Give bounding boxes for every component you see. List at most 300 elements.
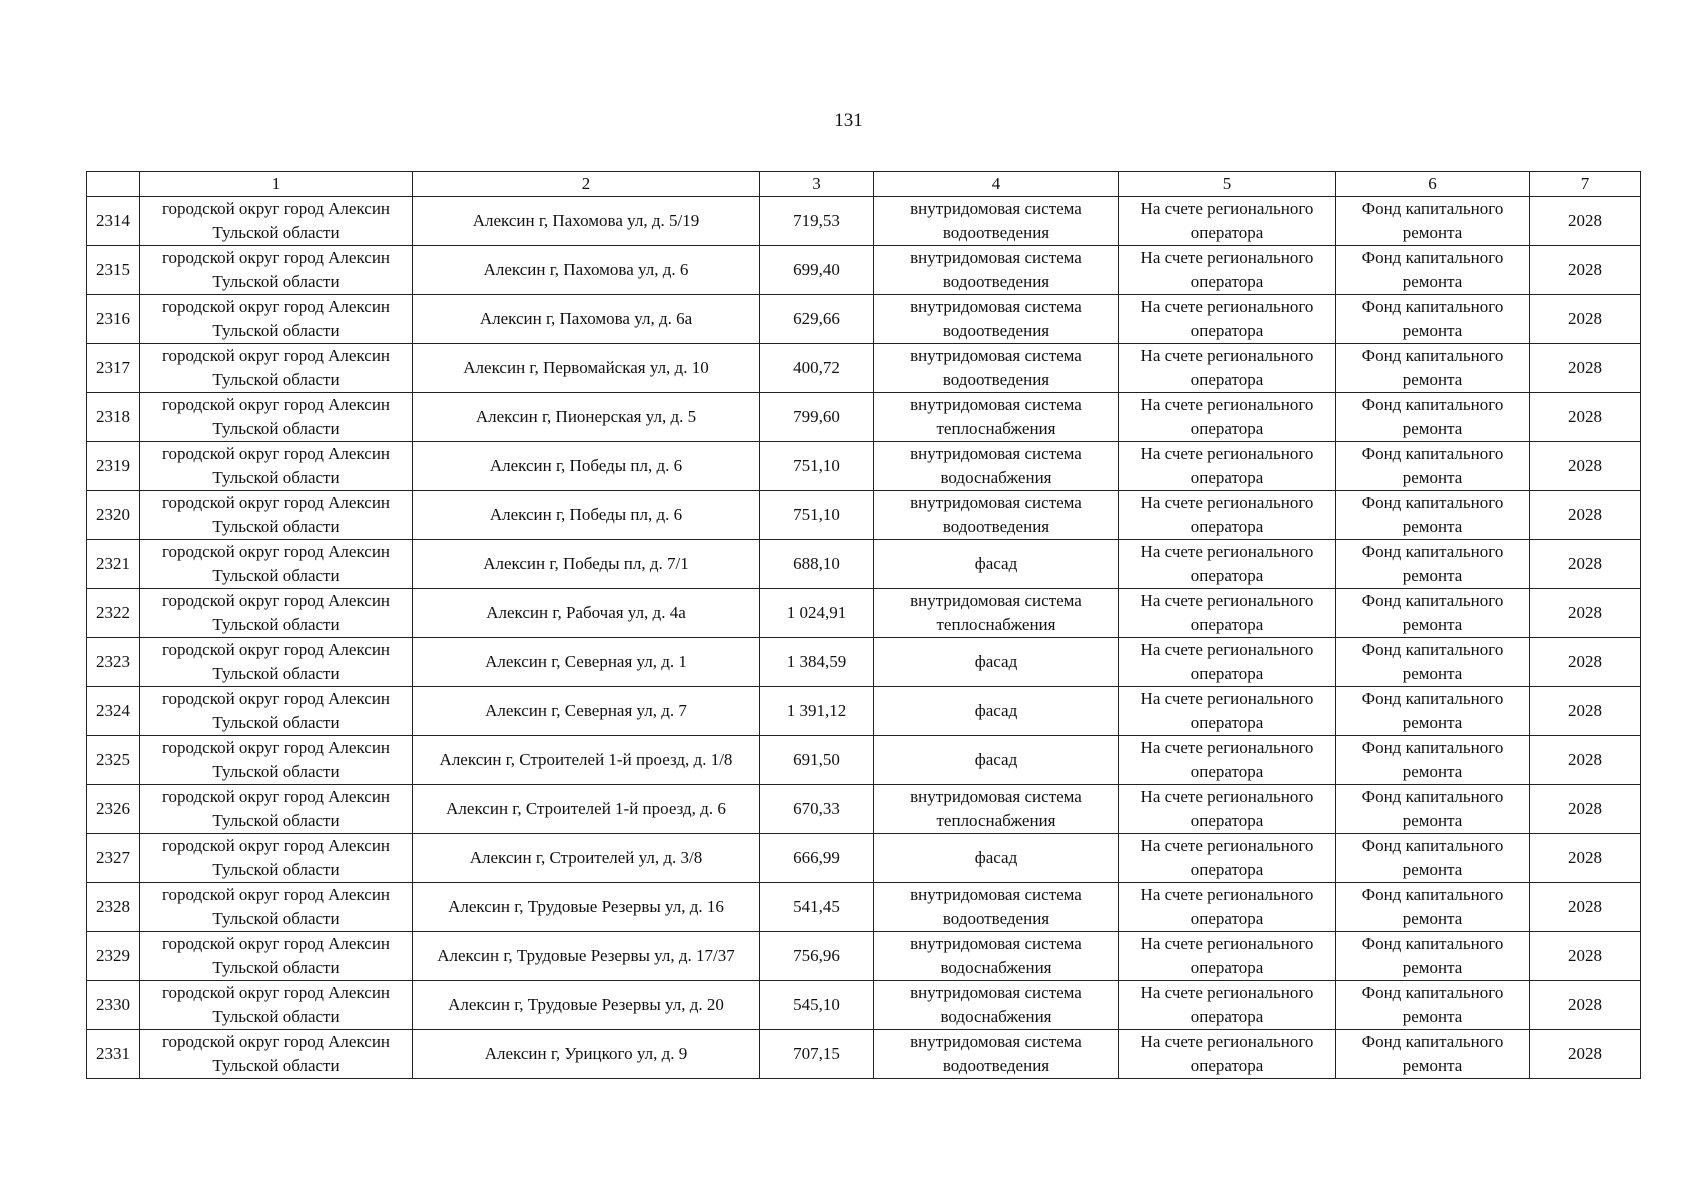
row-number-cell: 2326 [87,785,140,834]
work-type-cell [874,442,1119,491]
address-cell: Алексин г, Северная ул, д. 7 [413,687,760,736]
funding-source-cell-line-2: ремонта [1402,566,1463,585]
municipality-cell [140,687,413,736]
account-method-cell [1119,442,1336,491]
funding-source-cell-line-2: ремонта [1402,615,1463,634]
account-method-cell-line-1: На счете регионального [1140,493,1314,512]
funding-source-cell [1336,883,1530,932]
table-row [87,442,1641,491]
municipality-cell-line-1: городской округ город Алексин [161,689,391,708]
table-row [87,981,1641,1030]
table-row [87,540,1641,589]
account-method-cell-line-1: На счете регионального [1140,199,1314,218]
area-cell: 756,96 [760,932,874,981]
funding-source-cell [1336,442,1530,491]
area-cell: 400,72 [760,344,874,393]
funding-source-cell-line-1: Фонд капитального [1361,395,1504,414]
work-type-cell [874,834,1119,883]
row-number-cell: 2315 [87,246,140,295]
work-type-cell [874,344,1119,393]
area-cell: 1 024,91 [760,589,874,638]
column-header: 2 [413,172,760,197]
account-method-cell [1119,736,1336,785]
municipality-cell [140,589,413,638]
account-method-cell-line-1: На счете регионального [1140,885,1314,904]
account-method-cell-line-2: оператора [1190,909,1264,928]
work-type-cell-line-1: внутридомовая система [910,787,1082,806]
row-number-cell: 2327 [87,834,140,883]
municipality-cell-line-1: городской округ город Алексин [161,542,391,561]
address-cell: Алексин г, Трудовые Резервы ул, д. 20 [413,981,760,1030]
funding-source-cell-line-2: ремонта [1402,468,1463,487]
funding-source-cell-line-1: Фонд капитального [1361,934,1504,953]
area-cell: 688,10 [760,540,874,589]
table-row [87,834,1641,883]
work-type-cell-line-1: внутридомовая система [910,934,1082,953]
area-cell: 751,10 [760,491,874,540]
municipality-cell [140,295,413,344]
address-cell: Алексин г, Первомайская ул, д. 10 [413,344,760,393]
funding-source-cell-line-2: ремонта [1402,223,1463,242]
funding-source-cell [1336,736,1530,785]
funding-source-cell [1336,785,1530,834]
register-table [86,171,1641,1079]
column-header: 3 [760,172,874,197]
account-method-cell [1119,1030,1336,1079]
funding-source-cell-line-2: ремонта [1402,860,1463,879]
address-cell: Алексин г, Строителей ул, д. 3/8 [413,834,760,883]
work-type-cell [874,687,1119,736]
year-cell: 2028 [1530,1030,1641,1079]
area-cell: 699,40 [760,246,874,295]
work-type-cell-line-1: внутридомовая система [910,346,1082,365]
funding-source-cell-line-1: Фонд капитального [1361,738,1504,757]
account-method-cell-line-2: оператора [1190,223,1264,242]
account-method-cell-line-1: На счете регионального [1140,640,1314,659]
area-cell: 751,10 [760,442,874,491]
funding-source-cell [1336,589,1530,638]
municipality-cell-line-2: Тульской области [212,664,340,683]
account-method-cell-line-1: На счете регионального [1140,836,1314,855]
municipality-cell [140,785,413,834]
address-cell: Алексин г, Победы пл, д. 6 [413,491,760,540]
address-cell: Алексин г, Рабочая ул, д. 4а [413,589,760,638]
area-cell: 799,60 [760,393,874,442]
work-type-cell [874,589,1119,638]
account-method-cell [1119,981,1336,1030]
account-method-cell [1119,589,1336,638]
account-method-cell-line-2: оператора [1190,664,1264,683]
row-number-cell: 2321 [87,540,140,589]
funding-source-cell-line-2: ремонта [1402,762,1463,781]
funding-source-cell-line-2: ремонта [1402,419,1463,438]
funding-source-cell [1336,491,1530,540]
municipality-cell-line-1: городской округ город Алексин [161,836,391,855]
work-type-cell-line-2: теплоснабжения [936,615,1056,634]
header-row [87,172,1641,197]
funding-source-cell [1336,540,1530,589]
row-number-cell: 2323 [87,638,140,687]
municipality-cell [140,883,413,932]
municipality-cell-line-2: Тульской области [212,419,340,438]
funding-source-cell-line-1: Фонд капитального [1361,199,1504,218]
municipality-cell-line-1: городской округ город Алексин [161,934,391,953]
address-cell: Алексин г, Пахомова ул, д. 6а [413,295,760,344]
year-cell: 2028 [1530,442,1641,491]
municipality-cell-line-2: Тульской области [212,811,340,830]
address-cell: Алексин г, Пахомова ул, д. 6 [413,246,760,295]
account-method-cell [1119,785,1336,834]
address-cell: Алексин г, Строителей 1-й проезд, д. 1/8 [413,736,760,785]
account-method-cell-line-1: На счете регионального [1140,934,1314,953]
account-method-cell-line-2: оператора [1190,958,1264,977]
year-cell: 2028 [1530,540,1641,589]
row-number-cell: 2322 [87,589,140,638]
work-type-cell [874,197,1119,246]
account-method-cell [1119,687,1336,736]
work-type-cell-line-2: водоотведения [942,321,1050,340]
funding-source-cell-line-2: ремонта [1402,713,1463,732]
municipality-cell [140,932,413,981]
work-type-cell-line-1: внутридомовая система [910,248,1082,267]
work-type-cell-line-1: внутридомовая система [910,1032,1082,1051]
municipality-cell-line-1: городской округ город Алексин [161,983,391,1002]
account-method-cell-line-1: На счете регионального [1140,346,1314,365]
work-type-cell-line-2: теплоснабжения [936,811,1056,830]
account-method-cell [1119,393,1336,442]
account-method-cell-line-2: оператора [1190,762,1264,781]
account-method-cell [1119,295,1336,344]
work-type-cell [874,638,1119,687]
municipality-cell-line-2: Тульской области [212,615,340,634]
table-row [87,932,1641,981]
funding-source-cell-line-1: Фонд капитального [1361,248,1504,267]
row-number-cell: 2328 [87,883,140,932]
account-method-cell-line-1: На счете регионального [1140,297,1314,316]
account-method-cell-line-2: оператора [1190,1056,1264,1075]
municipality-cell [140,393,413,442]
municipality-cell-line-2: Тульской области [212,468,340,487]
work-type-cell-line-1: фасад [974,554,1018,573]
account-method-cell-line-1: На счете регионального [1140,983,1314,1002]
area-cell: 719,53 [760,197,874,246]
municipality-cell-line-1: городской округ город Алексин [161,1032,391,1051]
work-type-cell [874,540,1119,589]
municipality-cell-line-2: Тульской области [212,321,340,340]
funding-source-cell [1336,295,1530,344]
table-row [87,393,1641,442]
year-cell: 2028 [1530,834,1641,883]
year-cell: 2028 [1530,785,1641,834]
funding-source-cell-line-1: Фонд капитального [1361,297,1504,316]
year-cell: 2028 [1530,883,1641,932]
account-method-cell [1119,883,1336,932]
account-method-cell-line-2: оператора [1190,468,1264,487]
year-cell: 2028 [1530,981,1641,1030]
work-type-cell-line-1: фасад [974,848,1018,867]
funding-source-cell-line-1: Фонд капитального [1361,591,1504,610]
address-cell: Алексин г, Урицкого ул, д. 9 [413,1030,760,1079]
funding-source-cell-line-2: ремонта [1402,1007,1463,1026]
account-method-cell [1119,197,1336,246]
municipality-cell-line-2: Тульской области [212,566,340,585]
work-type-cell [874,981,1119,1030]
work-type-cell-line-2: водоотведения [942,223,1050,242]
work-type-cell-line-1: фасад [974,750,1018,769]
account-method-cell [1119,344,1336,393]
funding-source-cell [1336,246,1530,295]
column-header: 6 [1336,172,1530,197]
municipality-cell [140,638,413,687]
funding-source-cell-line-2: ремонта [1402,321,1463,340]
address-cell: Алексин г, Победы пл, д. 7/1 [413,540,760,589]
row-number-cell: 2316 [87,295,140,344]
row-number-cell: 2318 [87,393,140,442]
table-row [87,736,1641,785]
municipality-cell [140,834,413,883]
funding-source-cell [1336,344,1530,393]
municipality-cell-line-2: Тульской области [212,762,340,781]
account-method-cell-line-2: оператора [1190,419,1264,438]
work-type-cell-line-1: фасад [974,652,1018,671]
municipality-cell-line-1: городской округ город Алексин [161,395,391,414]
account-method-cell-line-2: оператора [1190,517,1264,536]
account-method-cell-line-2: оператора [1190,370,1264,389]
funding-source-cell-line-1: Фонд капитального [1361,640,1504,659]
work-type-cell-line-1: внутридомовая система [910,983,1082,1002]
address-cell: Алексин г, Строителей 1-й проезд, д. 6 [413,785,760,834]
address-cell: Алексин г, Победы пл, д. 6 [413,442,760,491]
year-cell: 2028 [1530,246,1641,295]
funding-source-cell [1336,834,1530,883]
table-row [87,344,1641,393]
address-cell: Алексин г, Трудовые Резервы ул, д. 16 [413,883,760,932]
work-type-cell-line-1: фасад [974,701,1018,720]
funding-source-cell-line-1: Фонд капитального [1361,983,1504,1002]
funding-source-cell-line-2: ремонта [1402,811,1463,830]
table-row [87,883,1641,932]
work-type-cell-line-2: водоотведения [942,370,1050,389]
address-cell: Алексин г, Пионерская ул, д. 5 [413,393,760,442]
area-cell: 629,66 [760,295,874,344]
account-method-cell [1119,246,1336,295]
row-number-cell: 2317 [87,344,140,393]
municipality-cell-line-1: городской округ город Алексин [161,248,391,267]
account-method-cell-line-1: На счете регионального [1140,395,1314,414]
work-type-cell-line-2: водоотведения [942,909,1050,928]
work-type-cell-line-1: внутридомовая система [910,297,1082,316]
funding-source-cell [1336,981,1530,1030]
funding-source-cell-line-2: ремонта [1402,1056,1463,1075]
municipality-cell-line-2: Тульской области [212,517,340,536]
account-method-cell-line-2: оператора [1190,860,1264,879]
account-method-cell [1119,491,1336,540]
work-type-cell-line-1: внутридомовая система [910,493,1082,512]
account-method-cell [1119,540,1336,589]
column-header: 7 [1530,172,1641,197]
year-cell: 2028 [1530,393,1641,442]
funding-source-cell-line-2: ремонта [1402,958,1463,977]
table-row [87,638,1641,687]
municipality-cell-line-2: Тульской области [212,909,340,928]
municipality-cell-line-1: городской округ город Алексин [161,493,391,512]
year-cell: 2028 [1530,197,1641,246]
account-method-cell [1119,932,1336,981]
address-cell: Алексин г, Пахомова ул, д. 5/19 [413,197,760,246]
municipality-cell-line-1: городской округ город Алексин [161,199,391,218]
funding-source-cell-line-1: Фонд капитального [1361,346,1504,365]
account-method-cell-line-2: оператора [1190,566,1264,585]
account-method-cell-line-2: оператора [1190,811,1264,830]
funding-source-cell-line-1: Фонд капитального [1361,885,1504,904]
account-method-cell-line-1: На счете регионального [1140,689,1314,708]
year-cell: 2028 [1530,687,1641,736]
municipality-cell-line-1: городской округ город Алексин [161,297,391,316]
account-method-cell-line-2: оператора [1190,272,1264,291]
work-type-cell [874,295,1119,344]
municipality-cell-line-1: городской округ город Алексин [161,885,391,904]
address-cell: Алексин г, Трудовые Резервы ул, д. 17/37 [413,932,760,981]
municipality-cell-line-2: Тульской области [212,713,340,732]
municipality-cell-line-1: городской округ город Алексин [161,346,391,365]
funding-source-cell [1336,638,1530,687]
row-number-cell: 2330 [87,981,140,1030]
municipality-cell [140,197,413,246]
work-type-cell-line-1: внутридомовая система [910,395,1082,414]
work-type-cell [874,491,1119,540]
account-method-cell-line-1: На счете регионального [1140,542,1314,561]
municipality-cell [140,736,413,785]
funding-source-cell-line-2: ремонта [1402,517,1463,536]
funding-source-cell [1336,393,1530,442]
row-number-cell: 2325 [87,736,140,785]
account-method-cell-line-2: оператора [1190,321,1264,340]
funding-source-cell [1336,197,1530,246]
funding-source-cell-line-1: Фонд капитального [1361,689,1504,708]
municipality-cell-line-2: Тульской области [212,272,340,291]
year-cell: 2028 [1530,295,1641,344]
table-row [87,687,1641,736]
work-type-cell-line-1: внутридомовая система [910,885,1082,904]
work-type-cell-line-1: внутридомовая система [910,444,1082,463]
year-cell: 2028 [1530,491,1641,540]
work-type-cell [874,246,1119,295]
work-type-cell [874,932,1119,981]
account-method-cell-line-2: оператора [1190,1007,1264,1026]
work-type-cell-line-2: теплоснабжения [936,419,1056,438]
work-type-cell-line-1: внутридомовая система [910,591,1082,610]
municipality-cell-line-1: городской округ город Алексин [161,787,391,806]
row-number-cell: 2329 [87,932,140,981]
municipality-cell [140,540,413,589]
table-row [87,197,1641,246]
funding-source-cell-line-1: Фонд капитального [1361,787,1504,806]
area-cell: 545,10 [760,981,874,1030]
funding-source-cell-line-2: ремонта [1402,664,1463,683]
municipality-cell-line-1: городской округ город Алексин [161,444,391,463]
account-method-cell-line-2: оператора [1190,713,1264,732]
funding-source-cell [1336,932,1530,981]
funding-source-cell-line-2: ремонта [1402,909,1463,928]
work-type-cell-line-2: водоотведения [942,517,1050,536]
area-cell: 666,99 [760,834,874,883]
account-method-cell-line-1: На счете регионального [1140,787,1314,806]
municipality-cell [140,344,413,393]
work-type-cell-line-2: водоснабжения [940,468,1052,487]
funding-source-cell-line-1: Фонд капитального [1361,444,1504,463]
account-method-cell-line-1: На счете регионального [1140,444,1314,463]
row-number-cell: 2320 [87,491,140,540]
funding-source-cell-line-1: Фонд капитального [1361,836,1504,855]
year-cell: 2028 [1530,932,1641,981]
work-type-cell-line-2: водоснабжения [940,958,1052,977]
work-type-cell [874,883,1119,932]
municipality-cell-line-2: Тульской области [212,1056,340,1075]
funding-source-cell-line-1: Фонд капитального [1361,542,1504,561]
year-cell: 2028 [1530,736,1641,785]
table-row [87,246,1641,295]
account-method-cell [1119,638,1336,687]
funding-source-cell-line-1: Фонд капитального [1361,1032,1504,1051]
municipality-cell [140,1030,413,1079]
area-cell: 1 384,59 [760,638,874,687]
row-number-cell: 2331 [87,1030,140,1079]
funding-source-cell-line-2: ремонта [1402,272,1463,291]
page-number: 131 [834,110,863,131]
municipality-cell-line-1: городской округ город Алексин [161,738,391,757]
area-cell: 541,45 [760,883,874,932]
table-row [87,295,1641,344]
funding-source-cell [1336,687,1530,736]
work-type-cell-line-1: внутридомовая система [910,199,1082,218]
municipality-cell [140,981,413,1030]
work-type-cell-line-2: водоснабжения [940,1007,1052,1026]
row-number-cell: 2324 [87,687,140,736]
area-cell: 670,33 [760,785,874,834]
municipality-cell-line-2: Тульской области [212,860,340,879]
municipality-cell-line-2: Тульской области [212,1007,340,1026]
account-method-cell-line-1: На счете регионального [1140,591,1314,610]
funding-source-cell [1336,1030,1530,1079]
municipality-cell [140,442,413,491]
funding-source-cell-line-2: ремонта [1402,370,1463,389]
account-method-cell-line-2: оператора [1190,615,1264,634]
area-cell: 1 391,12 [760,687,874,736]
area-cell: 707,15 [760,1030,874,1079]
column-header: 5 [1119,172,1336,197]
work-type-cell [874,736,1119,785]
table-row [87,1030,1641,1079]
work-type-cell [874,1030,1119,1079]
municipality-cell [140,246,413,295]
work-type-cell [874,393,1119,442]
row-number-cell: 2314 [87,197,140,246]
work-type-cell-line-2: водоотведения [942,272,1050,291]
year-cell: 2028 [1530,638,1641,687]
table-row [87,589,1641,638]
column-header: 1 [140,172,413,197]
municipality-cell-line-2: Тульской области [212,370,340,389]
account-method-cell-line-1: На счете регионального [1140,738,1314,757]
municipality-cell-line-1: городской округ город Алексин [161,591,391,610]
municipality-cell [140,491,413,540]
funding-source-cell-line-1: Фонд капитального [1361,493,1504,512]
column-header [87,172,140,197]
account-method-cell-line-1: На счете регионального [1140,1032,1314,1051]
table-body [87,197,1641,1079]
account-method-cell [1119,834,1336,883]
year-cell: 2028 [1530,589,1641,638]
